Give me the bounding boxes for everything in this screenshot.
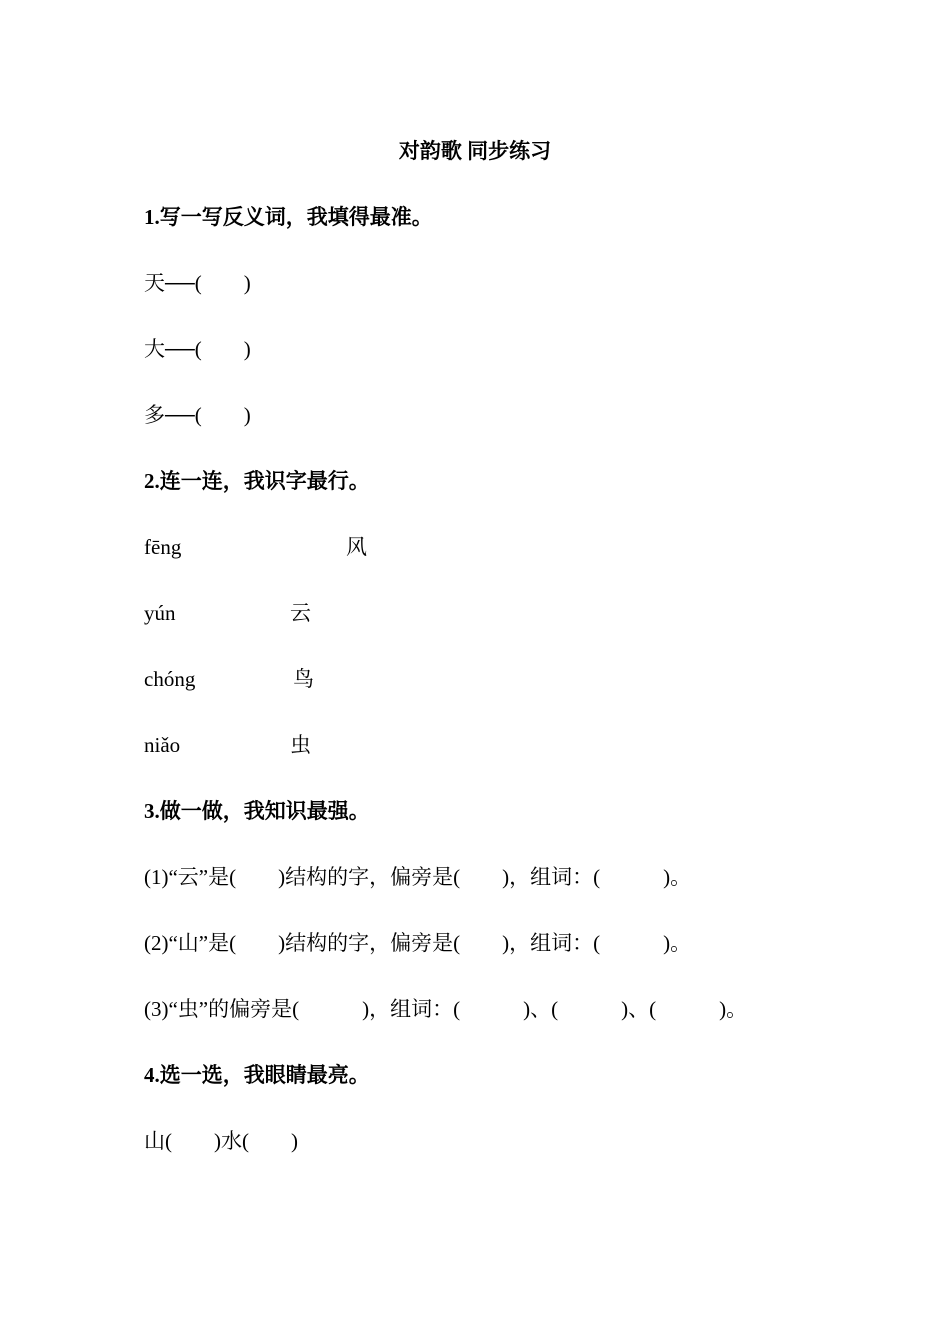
q2-heading: 2.连一连，我识字最行。 bbox=[144, 469, 370, 493]
q3-item-1: (1)“云”是( )结构的字，偏旁是( )，组词：( )。 bbox=[144, 865, 692, 889]
q3-item-3: (3)“虫”的偏旁是( )，组词：( )、( )、( )。 bbox=[144, 997, 748, 1021]
q2-pinyin-niao: niǎo bbox=[144, 733, 181, 757]
q2-pinyin-feng: fēng bbox=[144, 535, 182, 559]
page-title: 对韵歌 同步练习 bbox=[398, 139, 552, 163]
q1-item-da: 大──( ) bbox=[144, 337, 251, 361]
q2-char-chong: 虫 bbox=[290, 733, 311, 757]
q1-heading: 1.写一写反义词，我填得最准。 bbox=[144, 205, 433, 229]
q2-pinyin-chong: chóng bbox=[144, 667, 196, 691]
q4-item-1: 山( )水( ) bbox=[144, 1129, 298, 1153]
q2-char-yun: 云 bbox=[290, 601, 311, 625]
q2-char-feng: 风 bbox=[346, 535, 367, 559]
q2-pinyin-yun: yún bbox=[144, 601, 176, 625]
q4-heading: 4.选一选，我眼睛最亮。 bbox=[144, 1063, 370, 1087]
q1-item-tian: 天──( ) bbox=[144, 271, 251, 295]
q3-heading: 3.做一做，我知识最强。 bbox=[144, 799, 370, 823]
q1-item-duo: 多──( ) bbox=[144, 403, 251, 427]
q2-char-niao: 鸟 bbox=[293, 667, 314, 691]
q3-item-2: (2)“山”是( )结构的字，偏旁是( )，组词：( )。 bbox=[144, 931, 692, 955]
